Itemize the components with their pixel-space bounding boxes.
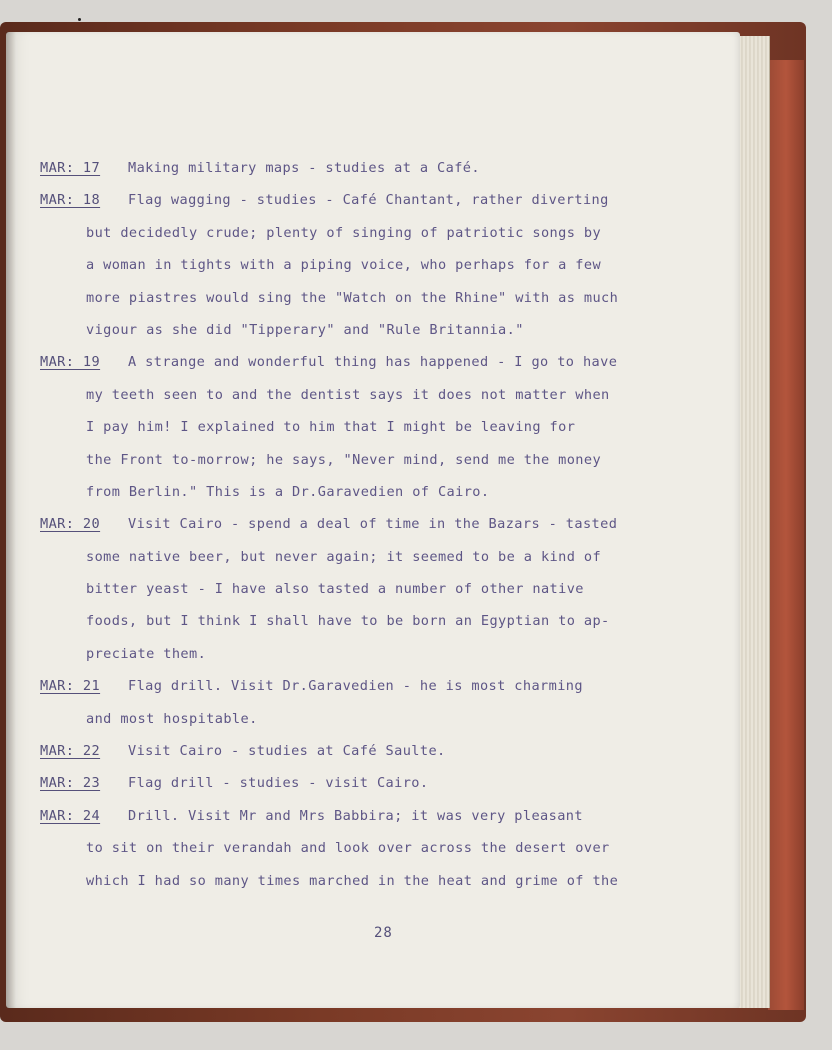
book-cover-edge	[768, 60, 804, 1010]
entry-line	[40, 282, 710, 314]
entry-line	[40, 541, 710, 573]
diary-entry	[40, 508, 710, 670]
entry-line	[40, 411, 710, 443]
entry-line	[40, 249, 710, 281]
entry-line	[40, 638, 710, 670]
entry-date: MAR: 21	[40, 678, 101, 695]
entry-text: A strange and wonderful thing has happened - I go to have	[128, 354, 618, 371]
diary-entry	[40, 152, 710, 184]
entry-text: Drill. Visit Mr and Mrs Babbira; it was very pleasant	[128, 807, 583, 824]
entry-text: to sit on their verandah and look over across the desert over	[86, 840, 610, 857]
entry-text: some native beer, but never again; it seemed to be a kind of	[86, 548, 602, 565]
entry-line	[40, 379, 710, 411]
diary-entry	[40, 735, 710, 767]
entry-line	[40, 735, 710, 767]
entry-text: Flag wagging - studies - Café Chantant, rather diverting	[128, 192, 609, 209]
entry-line	[40, 314, 710, 346]
entry-text: from Berlin." This is a Dr.Garavedien of Cairo.	[86, 483, 490, 500]
entry-text: Visit Cairo - studies at Café Saulte.	[128, 743, 446, 760]
entry-date: MAR: 24	[40, 807, 101, 824]
entry-text: my teeth seen to and the dentist says it does not matter when	[86, 386, 610, 403]
entry-line	[40, 703, 710, 735]
entry-text: the Front to-morrow; he says, "Never mind, send me the money	[86, 451, 602, 468]
diary-entry	[40, 184, 710, 346]
entry-line	[40, 670, 710, 702]
entry-text: vigour as she did "Tipperary" and "Rule Britannia."	[86, 321, 524, 338]
entry-line	[40, 605, 710, 637]
diary-entry	[40, 800, 710, 897]
diary-entries	[40, 152, 710, 897]
page-number: 28	[374, 925, 393, 941]
entry-date: MAR: 17	[40, 160, 101, 176]
diary-entry	[40, 670, 710, 735]
entry-text: more piastres would sing the "Watch on the Rhine" with as much	[86, 289, 619, 306]
entry-text: Flag drill - studies - visit Cairo.	[128, 775, 429, 792]
entry-line	[40, 476, 710, 508]
entry-line	[40, 217, 710, 249]
ink-speck	[78, 18, 81, 21]
entry-text: Visit Cairo - spend a deal of time in the Bazars - tasted	[128, 516, 618, 533]
entry-line	[40, 800, 710, 832]
entry-text: foods, but I think I shall have to be born an Egyptian to ap-	[86, 613, 610, 630]
entry-text: Flag drill. Visit Dr.Garavedien - he is most charming	[128, 678, 583, 695]
entry-line	[40, 184, 710, 216]
entry-date: MAR: 22	[40, 743, 101, 760]
entry-text: and most hospitable.	[86, 710, 258, 727]
entry-line	[40, 444, 710, 476]
entry-line	[40, 346, 710, 378]
entry-line	[40, 767, 710, 799]
entry-line	[40, 573, 710, 605]
entry-text: Making military maps - studies at a Café.	[128, 160, 480, 176]
entry-line	[40, 865, 710, 897]
diary-entry	[40, 346, 710, 508]
entry-date: MAR: 18	[40, 192, 101, 209]
entry-text: which I had so many times marched in the heat and grime of the	[86, 872, 619, 889]
page-edges	[735, 36, 770, 1008]
entry-date: MAR: 19	[40, 354, 101, 371]
page-gutter	[6, 32, 16, 1008]
entry-text: preciate them.	[86, 645, 207, 662]
entry-text: bitter yeast - I have also tasted a number of other native	[86, 581, 584, 598]
entry-line	[40, 508, 710, 540]
entry-line	[40, 152, 710, 184]
entry-date: MAR: 20	[40, 516, 101, 533]
entry-text: but decidedly crude; plenty of singing of patriotic songs by	[86, 224, 602, 241]
diary-entry	[40, 767, 710, 799]
entry-text: a woman in tights with a piping voice, who perhaps for a few	[86, 257, 602, 274]
entry-date: MAR: 23	[40, 775, 101, 792]
entry-line	[40, 832, 710, 864]
entry-text: I pay him! I explained to him that I might be leaving for	[86, 419, 576, 436]
